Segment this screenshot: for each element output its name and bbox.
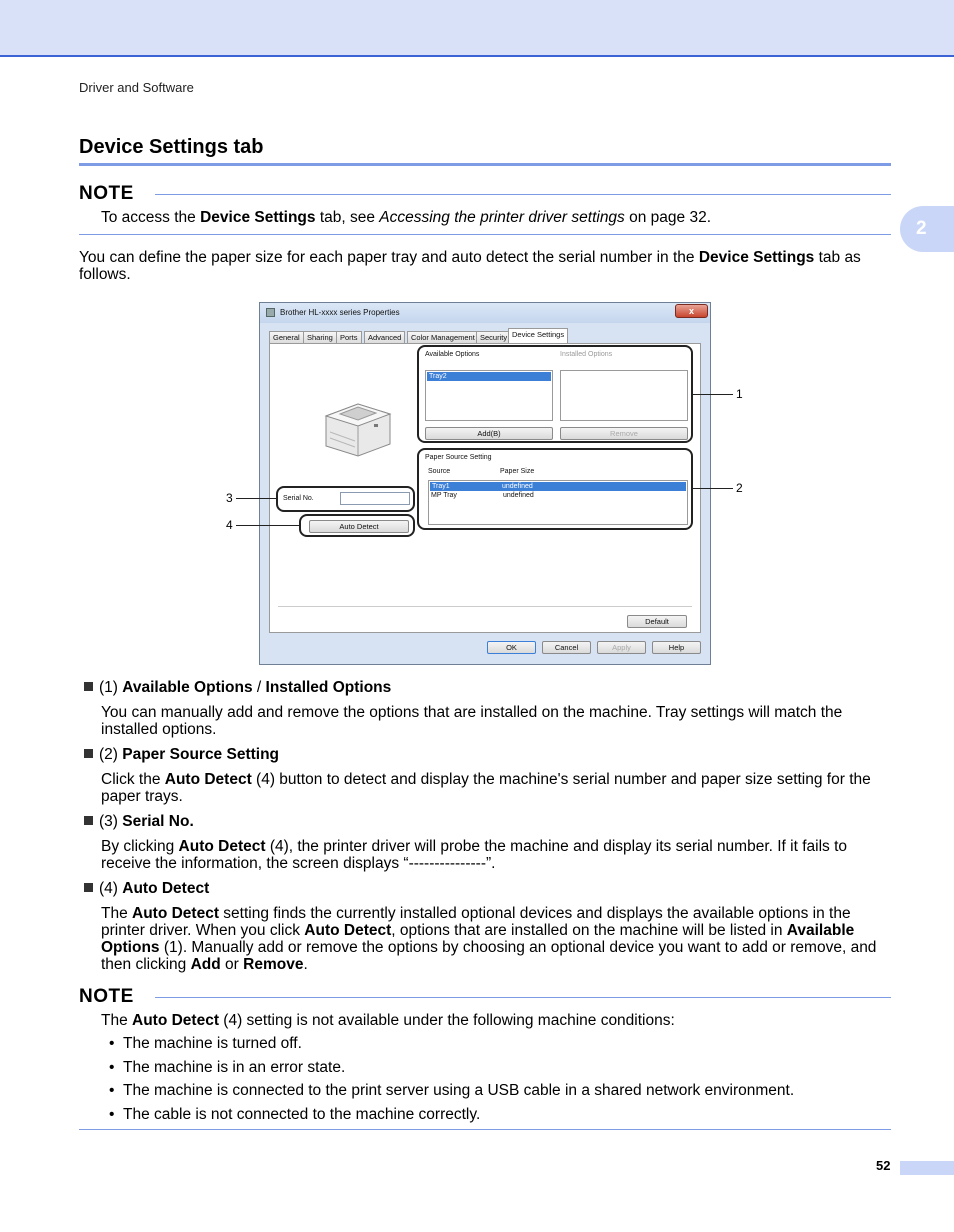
tab-sharing[interactable]: Sharing xyxy=(303,331,337,344)
note-rule xyxy=(155,997,891,998)
size-cell: undefined xyxy=(503,492,534,499)
list-item: • The cable is not connected to the machine correctly. xyxy=(109,1106,481,1123)
size-cell: undefined xyxy=(502,483,533,490)
tab-device-settings[interactable]: Device Settings xyxy=(508,328,568,344)
item-heading-3: (3) Serial No. xyxy=(84,813,194,830)
item-heading-2: (2) Paper Source Setting xyxy=(84,746,279,763)
panel-separator xyxy=(278,606,692,607)
note-heading: NOTE xyxy=(79,183,134,204)
cancel-button[interactable]: Cancel xyxy=(542,641,591,654)
item-heading-1: (1) Available Options / Installed Options xyxy=(84,679,391,696)
callout-number-3: 3 xyxy=(226,491,233,505)
source-cell: Tray1 xyxy=(432,483,450,490)
ok-button[interactable]: OK xyxy=(487,641,536,654)
dialog-titlebar xyxy=(260,303,710,323)
list-item: • The machine is in an error state. xyxy=(109,1059,346,1076)
leader-line-4 xyxy=(236,525,299,526)
source-cell: MP Tray xyxy=(431,492,457,499)
item-body-4: The Auto Detect setting finds the currently installed optional devices and displays the available options in the printer driver. When you click Auto Detect, options that are installed on the machine will be listed in Available Options (1). Manually add or remove the options by choosing an optional device you want to add or remove, and then clicking Add or Remove. xyxy=(101,905,877,973)
help-button[interactable]: Help xyxy=(652,641,701,654)
default-button[interactable]: Default xyxy=(627,615,687,628)
footer-band xyxy=(900,1161,954,1175)
square-bullet-icon xyxy=(84,883,93,892)
chapter-tab: 2 xyxy=(900,206,954,252)
note-end-rule xyxy=(79,1129,891,1130)
available-options-label: Available Options xyxy=(425,351,480,358)
leader-line-3 xyxy=(236,498,276,499)
item-body-1: You can manually add and remove the options that are installed on the machine. Tray settings will match the installed options. xyxy=(101,704,843,738)
breadcrumb: Driver and Software xyxy=(79,80,194,95)
note-rule xyxy=(155,194,891,195)
item-body-3: By clicking Auto Detect (4), the printer driver will probe the machine and display its serial number. If it fails to receive the information, the screen displays “---------------”. xyxy=(101,838,848,872)
callout-number-2: 2 xyxy=(736,481,743,495)
printer-image xyxy=(322,394,392,459)
callout-box-2 xyxy=(417,448,693,530)
note-text: The Auto Detect (4) setting is not available under the following machine conditions: xyxy=(101,1012,675,1029)
close-button[interactable]: x xyxy=(675,304,708,318)
tab-color-management[interactable]: Color Management xyxy=(407,331,479,344)
title-rule xyxy=(79,163,891,166)
callout-number-4: 4 xyxy=(226,518,233,532)
tab-general[interactable]: General xyxy=(269,331,304,344)
callout-box-1 xyxy=(417,345,693,443)
callout-number-1: 1 xyxy=(736,387,743,401)
tab-advanced[interactable]: Advanced xyxy=(364,331,405,344)
tab-ports[interactable]: Ports xyxy=(336,331,362,344)
printer-app-icon xyxy=(266,308,275,317)
item-heading-4: (4) Auto Detect xyxy=(84,880,209,897)
header-band xyxy=(0,0,954,57)
leader-line-1 xyxy=(693,394,733,395)
list-item: • The machine is turned off. xyxy=(109,1035,302,1052)
page-number: 52 xyxy=(876,1158,891,1173)
square-bullet-icon xyxy=(84,682,93,691)
tab-security[interactable]: Security xyxy=(476,331,511,344)
add-button[interactable]: Add(B) xyxy=(425,427,553,440)
note-end-rule xyxy=(79,234,891,235)
auto-detect-button[interactable]: Auto Detect xyxy=(309,520,409,533)
item-body-2: Click the Auto Detect (4) button to detect and display the machine's serial number and paper size setting for the paper trays. xyxy=(101,771,871,805)
paper-source-label: Paper Source Setting xyxy=(425,454,492,461)
remove-button[interactable]: Remove xyxy=(560,427,688,440)
square-bullet-icon xyxy=(84,749,93,758)
section-title: Device Settings tab xyxy=(79,136,264,158)
serial-no-label: Serial No. xyxy=(283,495,314,502)
square-bullet-icon xyxy=(84,816,93,825)
intro-paragraph: You can define the paper size for each paper tray and auto detect the serial number in the Device Settings tab as follows. xyxy=(79,249,861,283)
col-source: Source xyxy=(428,468,451,475)
dialog-title: Brother HL-xxxx series Properties xyxy=(280,308,400,317)
col-paper-size: Paper Size xyxy=(500,468,535,475)
leader-line-2 xyxy=(693,488,733,489)
callout-box-4 xyxy=(299,514,415,537)
callout-box-3 xyxy=(276,486,415,512)
list-item-tray2[interactable]: Tray2 xyxy=(427,372,551,381)
installed-options-label: Installed Options xyxy=(560,351,613,358)
note-text: To access the Device Settings tab, see Accessing the printer driver settings on page 32. xyxy=(101,209,712,226)
apply-button[interactable]: Apply xyxy=(597,641,646,654)
list-item: • The machine is connected to the print server using a USB cable in a shared network environment. xyxy=(109,1082,795,1099)
note-heading: NOTE xyxy=(79,986,134,1007)
